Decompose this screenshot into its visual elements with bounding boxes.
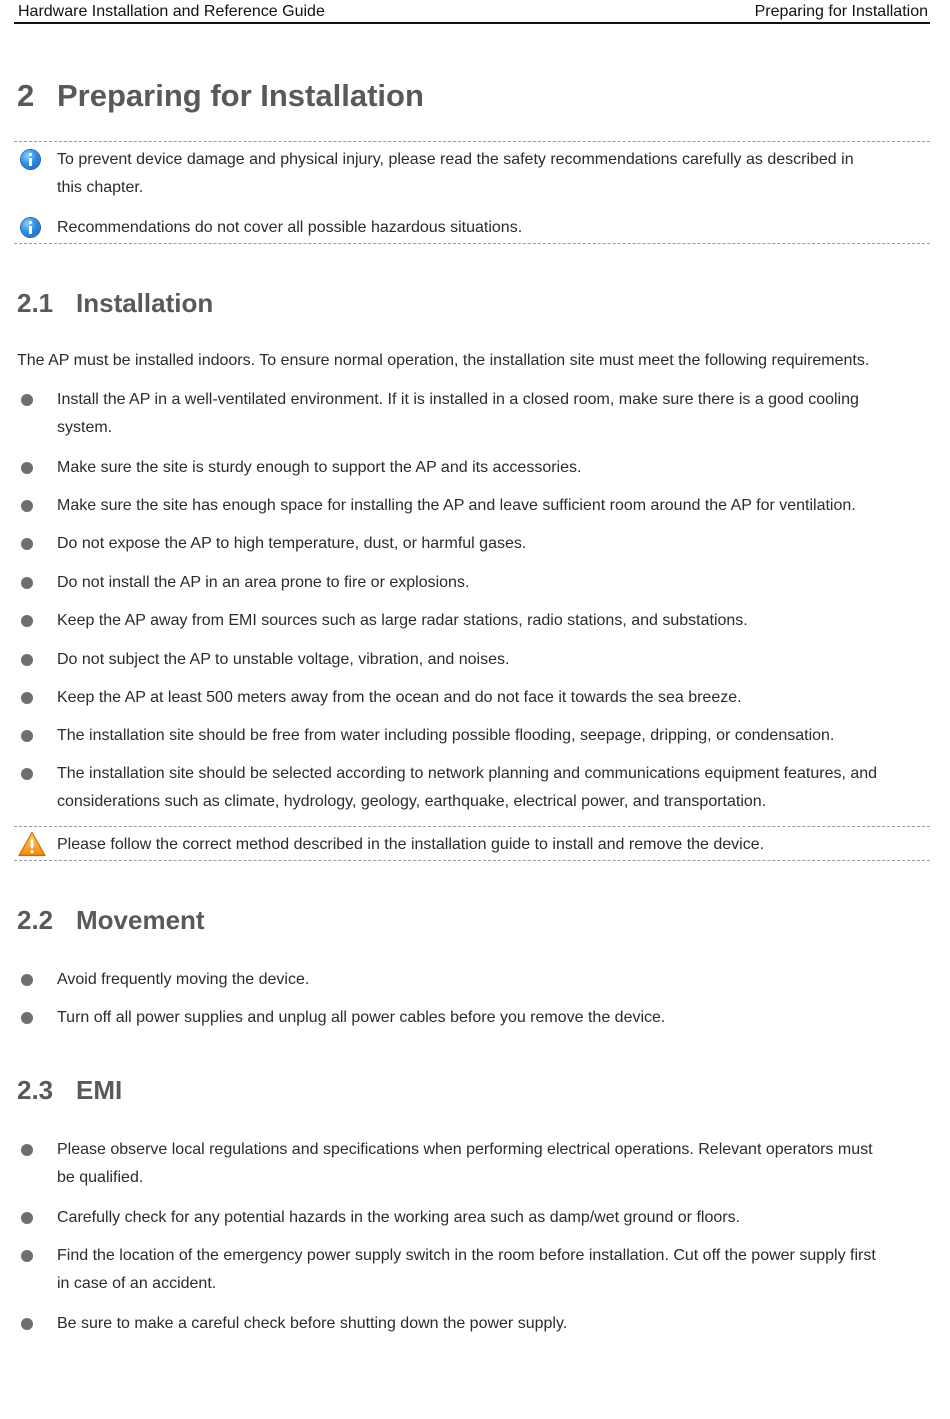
list-item-line: Make sure the site is sturdy enough to support the AP and its accessories. [57,459,582,476]
bullet-icon [21,538,33,550]
bullet-icon [21,768,33,780]
chapter-title: Preparing for Installation [57,78,424,113]
list-item-line: Avoid frequently moving the device. [57,971,310,988]
bullet-icon [21,692,33,704]
list-item-line: considerations such as climate, hydrology, geology, earthquake, electrical power, and transportation. [57,793,767,810]
warning-divider-top [14,826,930,827]
bullet-icon [21,1250,33,1262]
note-line: this chapter. [57,179,144,196]
list-item-line: Install the AP in a well-ventilated environment. If it is installed in a closed room, make sure there is a good cooling [57,391,859,408]
section-heading-emi [17,1072,122,1108]
section-title: Movement [76,905,205,935]
bullet-icon [21,1012,33,1024]
bullet-icon [21,654,33,666]
installation-intro: The AP must be installed indoors. To ensure normal operation, the installation site must meet the following requirements. [17,352,870,369]
section-title: Installation [76,288,214,318]
note-line: Recommendations do not cover all possible hazardous situations. [57,219,523,236]
list-item-line: Keep the AP away from EMI sources such as large radar stations, radio stations, and substations. [57,612,748,629]
bullet-icon [21,1212,33,1224]
section-number: 2.3 [17,1075,54,1105]
bullet-icon [21,462,33,474]
info-icon [21,150,40,169]
running-header [14,0,930,24]
warning-divider-bottom [14,860,930,861]
list-item-line: Make sure the site has enough space for installing the AP and leave sufficient room around the AP for ventilation. [57,497,856,514]
list-item-line: Do not subject the AP to unstable voltage, vibration, and noises. [57,651,510,668]
bullet-icon [21,1318,33,1330]
chapter-heading [17,74,424,118]
bullet-icon [21,577,33,589]
section-title: EMI [76,1075,123,1105]
list-item-line: Please observe local regulations and specifications when performing electrical operations. Relevant operators must [57,1141,873,1158]
bullet-icon [21,730,33,742]
list-item-line: Keep the AP at least 500 meters away from the ocean and do not face it towards the sea breeze. [57,689,742,706]
note-divider-top [14,141,930,142]
section-heading-movement [17,902,205,938]
list-item-line: system. [57,419,113,436]
list-item-line: Be sure to make a careful check before shutting down the power supply. [57,1315,568,1332]
bullet-icon [21,615,33,627]
note-line: To prevent device damage and physical injury, please read the safety recommendations carefully as described in [57,151,854,168]
list-item-line: be qualified. [57,1169,144,1186]
warning-text: Please follow the correct method described in the installation guide to install and remove the device. [57,836,765,853]
list-item-line: in case of an accident. [57,1275,217,1292]
section-heading-installation [17,285,213,321]
info-icon [21,218,40,237]
header-chapter-title: Preparing for Installation [754,3,928,20]
header-guide-title: Hardware Installation and Reference Guide [18,3,325,20]
note-divider-bottom [14,243,930,244]
section-number: 2.1 [17,288,54,318]
list-item-line: Do not install the AP in an area prone to fire or explosions. [57,574,470,591]
warning-icon [18,831,46,857]
bullet-icon [21,500,33,512]
section-number: 2.2 [17,905,54,935]
bullet-icon [21,394,33,406]
list-item-line: The installation site should be selected according to network planning and communications equipment features, and [57,765,878,782]
chapter-number: 2 [17,78,35,113]
list-item-line: Carefully check for any potential hazards in the working area such as damp/wet ground or floors. [57,1209,741,1226]
list-item-line: Turn off all power supplies and unplug all power cables before you remove the device. [57,1009,666,1026]
bullet-icon [21,974,33,986]
list-item-line: The installation site should be free from water including possible flooding, seepage, dripping, or condensation. [57,727,835,744]
list-item-line: Do not expose the AP to high temperature, dust, or harmful gases. [57,535,527,552]
bullet-icon [21,1144,33,1156]
list-item-line: Find the location of the emergency power supply switch in the room before installation. Cut off the power supply first [57,1247,876,1264]
